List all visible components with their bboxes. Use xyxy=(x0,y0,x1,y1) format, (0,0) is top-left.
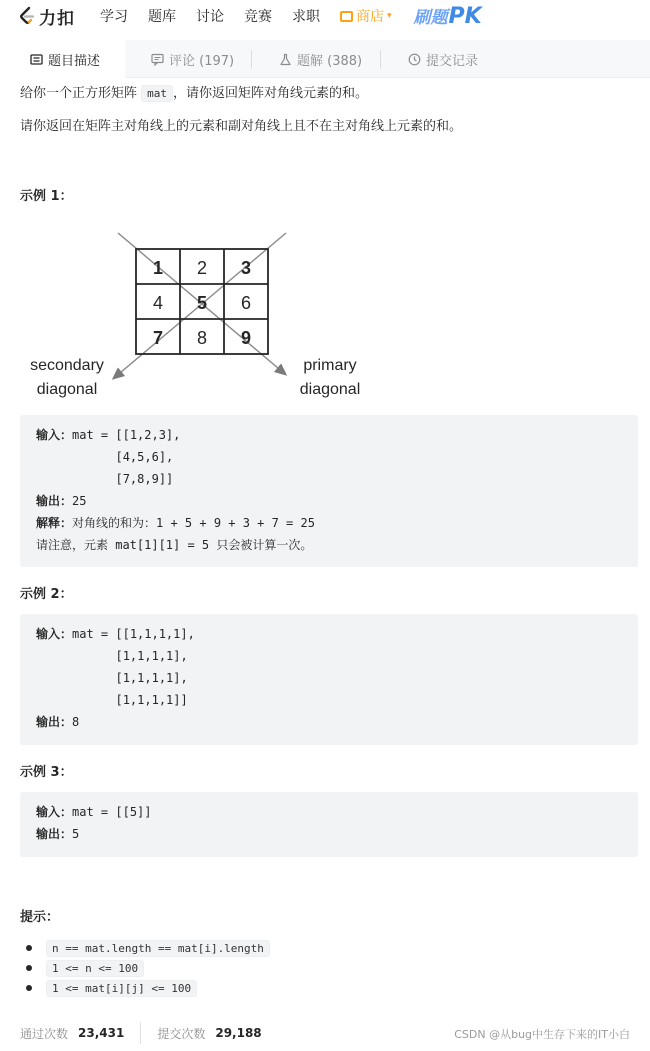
output-label: 输出： xyxy=(36,827,73,841)
list-item xyxy=(0,978,270,998)
input-line: mat = [[1,1,1,1], xyxy=(72,627,195,641)
tab-submissions-label: 提交记录 xyxy=(426,53,479,69)
logo-text: 力扣 xyxy=(39,8,75,29)
secondary-diagonal-label: diagonal xyxy=(36,381,98,398)
nav-shop[interactable] xyxy=(340,6,392,26)
description-line-1 xyxy=(20,84,368,104)
caret-down-icon: ▾ xyxy=(387,11,392,21)
top-navbar xyxy=(0,0,650,32)
primary-diagonal-label: primary xyxy=(303,357,357,374)
example-3-code xyxy=(20,792,638,857)
example-1-title: 示例 1： xyxy=(20,189,73,204)
input-line: [1,1,1,1]] xyxy=(115,693,188,707)
example-3-title: 示例 3： xyxy=(20,765,73,780)
input-line: mat = [[5]] xyxy=(72,805,152,819)
note-text: 请注意，元素 mat[1][1] = 5 只会被计算一次。 xyxy=(36,538,313,552)
accepted-label: 通过次数 xyxy=(20,1026,69,1041)
tab-description[interactable] xyxy=(0,40,125,78)
constraint-code: 1 <= mat[i][j] <= 100 xyxy=(46,980,197,997)
nav-discuss[interactable]: 讨论 xyxy=(196,9,224,25)
output-value: 8 xyxy=(72,715,80,729)
pk-text: 刷题 xyxy=(413,8,448,28)
bullet xyxy=(26,985,32,991)
nav-jobs[interactable]: 求职 xyxy=(292,9,320,25)
matrix-cell: 7 xyxy=(152,328,164,348)
constraint-code: n == mat.length == mat[i].length xyxy=(46,940,270,957)
shop-bag-icon xyxy=(340,11,353,22)
input-label: 输入： xyxy=(36,805,73,819)
list-item xyxy=(0,938,270,958)
tab-description-label: 题目描述 xyxy=(48,53,101,69)
input-line: [1,1,1,1], xyxy=(115,671,188,685)
input-line: [7,8,9]] xyxy=(115,472,174,486)
accepted-value: 23,431 xyxy=(78,1026,125,1040)
nav-learn[interactable]: 学习 xyxy=(100,9,128,25)
description-line-2: 请你返回在矩阵主对角线上的元素和副对角线上且不在主对角线上元素的和。 xyxy=(20,119,463,134)
example-1-code xyxy=(20,415,638,567)
explanation-label: 解释： xyxy=(36,516,73,530)
constraint-code: 1 <= n <= 100 xyxy=(46,960,144,977)
inline-code-mat: mat xyxy=(141,85,173,102)
submitted-value: 29,188 xyxy=(215,1026,262,1040)
description-text: 给你一个正方形矩阵 xyxy=(20,86,142,101)
matrix-cell: 5 xyxy=(196,293,208,313)
example-2-title: 示例 2： xyxy=(20,587,73,602)
matrix-cell: 3 xyxy=(240,258,252,278)
tips-list xyxy=(0,938,270,998)
document-icon xyxy=(30,53,43,66)
submission-stats xyxy=(20,1022,640,1044)
matrix-cell: 9 xyxy=(240,328,252,348)
tips-title: 提示： xyxy=(20,910,60,925)
submitted-label: 提交次数 xyxy=(157,1026,206,1041)
nav-contest[interactable]: 竞赛 xyxy=(244,9,272,25)
list-item xyxy=(0,958,270,978)
output-value: 25 xyxy=(72,494,87,508)
explanation-text: 对角线的和为：1 + 5 + 9 + 3 + 7 = 25 xyxy=(72,516,315,530)
matrix-cell: 1 xyxy=(152,258,164,278)
nav-problemset[interactable]: 题库 xyxy=(148,9,176,25)
diagonal-matrix-figure xyxy=(20,228,380,404)
bullet xyxy=(26,965,32,971)
leetcode-logo-icon xyxy=(18,6,36,26)
flask-icon xyxy=(279,53,292,66)
tab-comments[interactable] xyxy=(125,40,251,78)
comment-icon xyxy=(151,53,164,66)
matrix-cell: 6 xyxy=(240,293,252,313)
tab-comments-label: 评论 (197) xyxy=(169,53,235,69)
output-value: 5 xyxy=(72,827,80,841)
output-label: 输出： xyxy=(36,494,73,508)
input-line: [4,5,6], xyxy=(115,450,174,464)
primary-diagonal-label: diagonal xyxy=(299,381,361,398)
example-2-code xyxy=(20,614,638,745)
input-label: 输入： xyxy=(36,627,73,641)
input-line: [1,1,1,1], xyxy=(115,649,188,663)
description-text: ，请你返回矩阵对角线元素的和。 xyxy=(173,86,369,101)
watermark: CSDN @从bug中生存下来的IT小白 xyxy=(454,1028,630,1041)
tab-submissions[interactable] xyxy=(381,40,511,78)
clock-icon xyxy=(408,53,421,66)
matrix-cell: 8 xyxy=(196,328,208,348)
problem-tabs xyxy=(0,40,650,78)
matrix-cell: 4 xyxy=(152,293,164,313)
pk-suffix: PK xyxy=(448,4,482,29)
bullet xyxy=(26,945,32,951)
input-label: 输入： xyxy=(36,428,73,442)
stats-divider xyxy=(140,1022,141,1044)
tab-solutions[interactable] xyxy=(252,40,380,78)
tab-solutions-label: 题解 (388) xyxy=(297,53,363,69)
logo[interactable] xyxy=(18,0,75,32)
secondary-diagonal-label: secondary xyxy=(30,357,104,374)
output-label: 输出： xyxy=(36,715,73,729)
nav-brush-pk[interactable] xyxy=(414,3,482,29)
nav-shop-label: 商店 xyxy=(356,9,384,25)
matrix-cell: 2 xyxy=(196,258,208,278)
input-line: mat = [[1,2,3], xyxy=(72,428,181,442)
